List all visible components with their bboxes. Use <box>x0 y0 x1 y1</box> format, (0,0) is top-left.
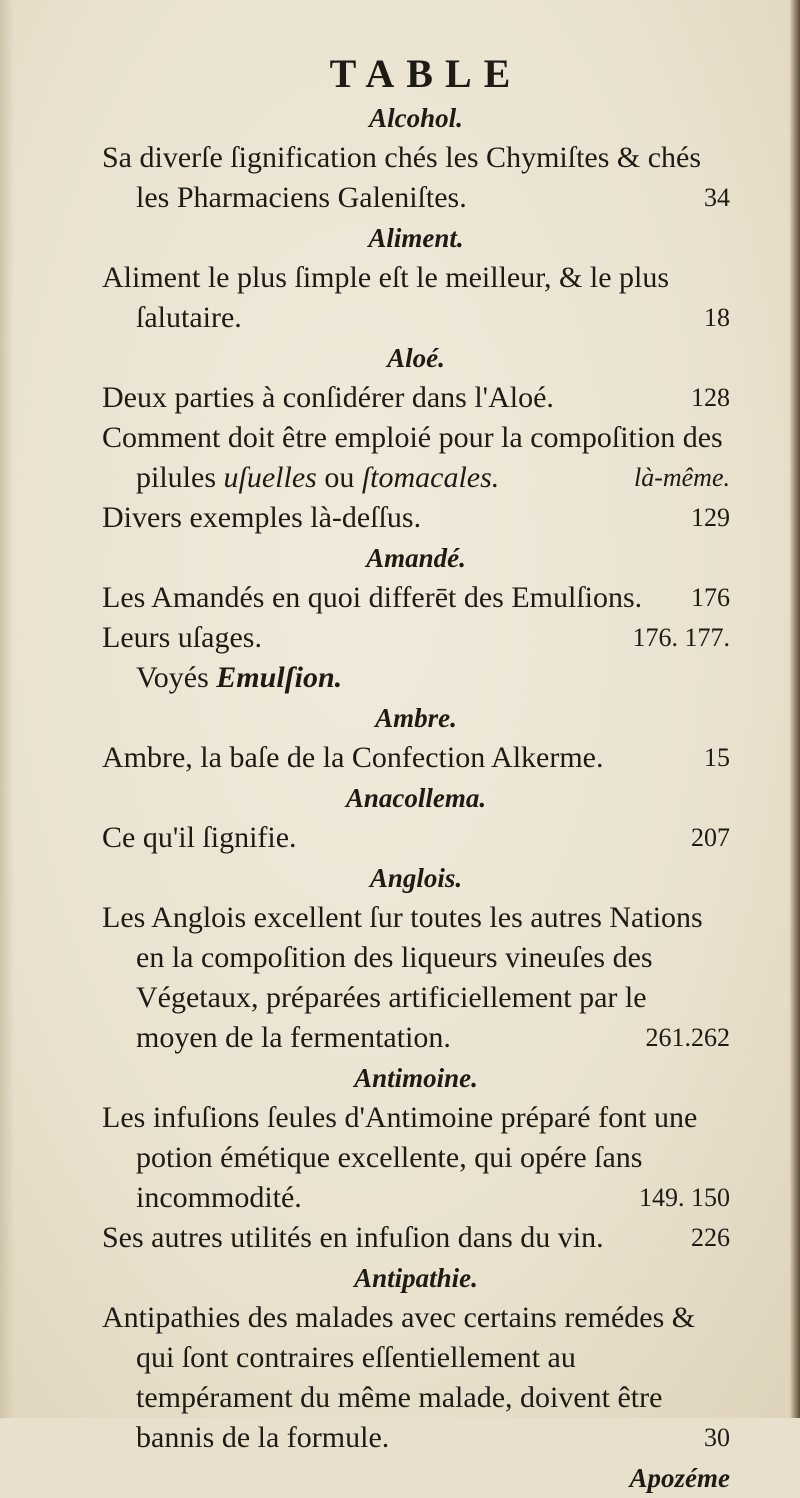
index-entry: Les infuſions ſeules d'Antimoine préparé font une potion émétique excellente, qui opére ſans incommodité. 149. 150 <box>102 1098 730 1218</box>
page-ref: là-même. <box>633 463 730 492</box>
page-ref: 176 <box>691 583 730 612</box>
page-ref: 176. 177. <box>632 623 730 652</box>
page-ref: 128 <box>691 383 730 412</box>
heading-amande: Amandé. <box>366 543 466 573</box>
page-ref: 30 <box>704 1423 730 1452</box>
index-entry: Aliment le plus ſimple eſt le meilleur, & le plus ſalutaire. 18 <box>102 258 730 338</box>
page-ref: 34 <box>704 183 730 212</box>
index-entry: Les Amandés en quoi differēt des Emulſions. 176 <box>102 578 730 618</box>
heading-aloe: Aloé. <box>387 343 445 373</box>
catchword: Apozéme <box>629 1463 730 1493</box>
page-ref: 15 <box>704 743 730 772</box>
page-edge <box>790 0 800 1418</box>
page-ref: 18 <box>704 303 730 332</box>
heading-ambre: Ambre. <box>375 703 457 733</box>
index-entry: Antipathies des malades avec certains remédes & qui ſont contraires eſſentiellement au tempérament du même malade, doivent être bannis de la formule. 30 <box>102 1298 730 1458</box>
index-entry: Divers exemples là-deſſus. 129 <box>102 498 730 538</box>
index-entry: Comment doit être emploié pour la compoſition des pilules uſuelles ou ſtomacales. là-même. <box>102 418 730 498</box>
page-ref: 149. 150 <box>639 1183 730 1212</box>
index-entry: Ce qu'il ſignifie. 207 <box>102 818 730 858</box>
index-entry: Les Anglois excellent ſur toutes les autres Nations en la compoſition des liqueurs vineuſes des Végetaux, préparées artificiellement par le moyen de la fermentation. 261.262 <box>102 898 730 1058</box>
index-entry: Leurs uſages. 176. 177. <box>102 618 730 658</box>
index-entry: Deux parties à conſidérer dans l'Aloé. 128 <box>102 378 730 418</box>
page-ref: 207 <box>691 823 730 852</box>
index-entry: Ses autres utilités en infuſion dans du vin. 226 <box>102 1218 730 1258</box>
heading-aliment: Aliment. <box>368 223 464 253</box>
running-head: TABLE <box>329 51 523 96</box>
heading-anglois: Anglois. <box>369 863 463 893</box>
page-ref: 261.262 <box>645 1023 730 1052</box>
heading-antimoine: Antimoine. <box>354 1063 478 1093</box>
heading-anacollema: Anacollema. <box>345 783 487 813</box>
index-entry: Ambre, la baſe de la Confection Alkerme. 15 <box>102 738 730 778</box>
index-content <box>102 50 730 1498</box>
index-entry: Sa diverſe ſignification chés les Chymiſtes & chés les Pharmaciens Galeniſtes. 34 <box>102 138 730 218</box>
page-ref: 226 <box>691 1223 730 1252</box>
heading-antipathie: Antipathie. <box>354 1263 478 1293</box>
see-also-entry: Voyés Emulſion. <box>136 661 343 694</box>
heading-alcohol: Alcohol. <box>369 103 463 133</box>
gutter-shadow <box>0 0 14 1418</box>
page-ref: 129 <box>691 503 730 532</box>
